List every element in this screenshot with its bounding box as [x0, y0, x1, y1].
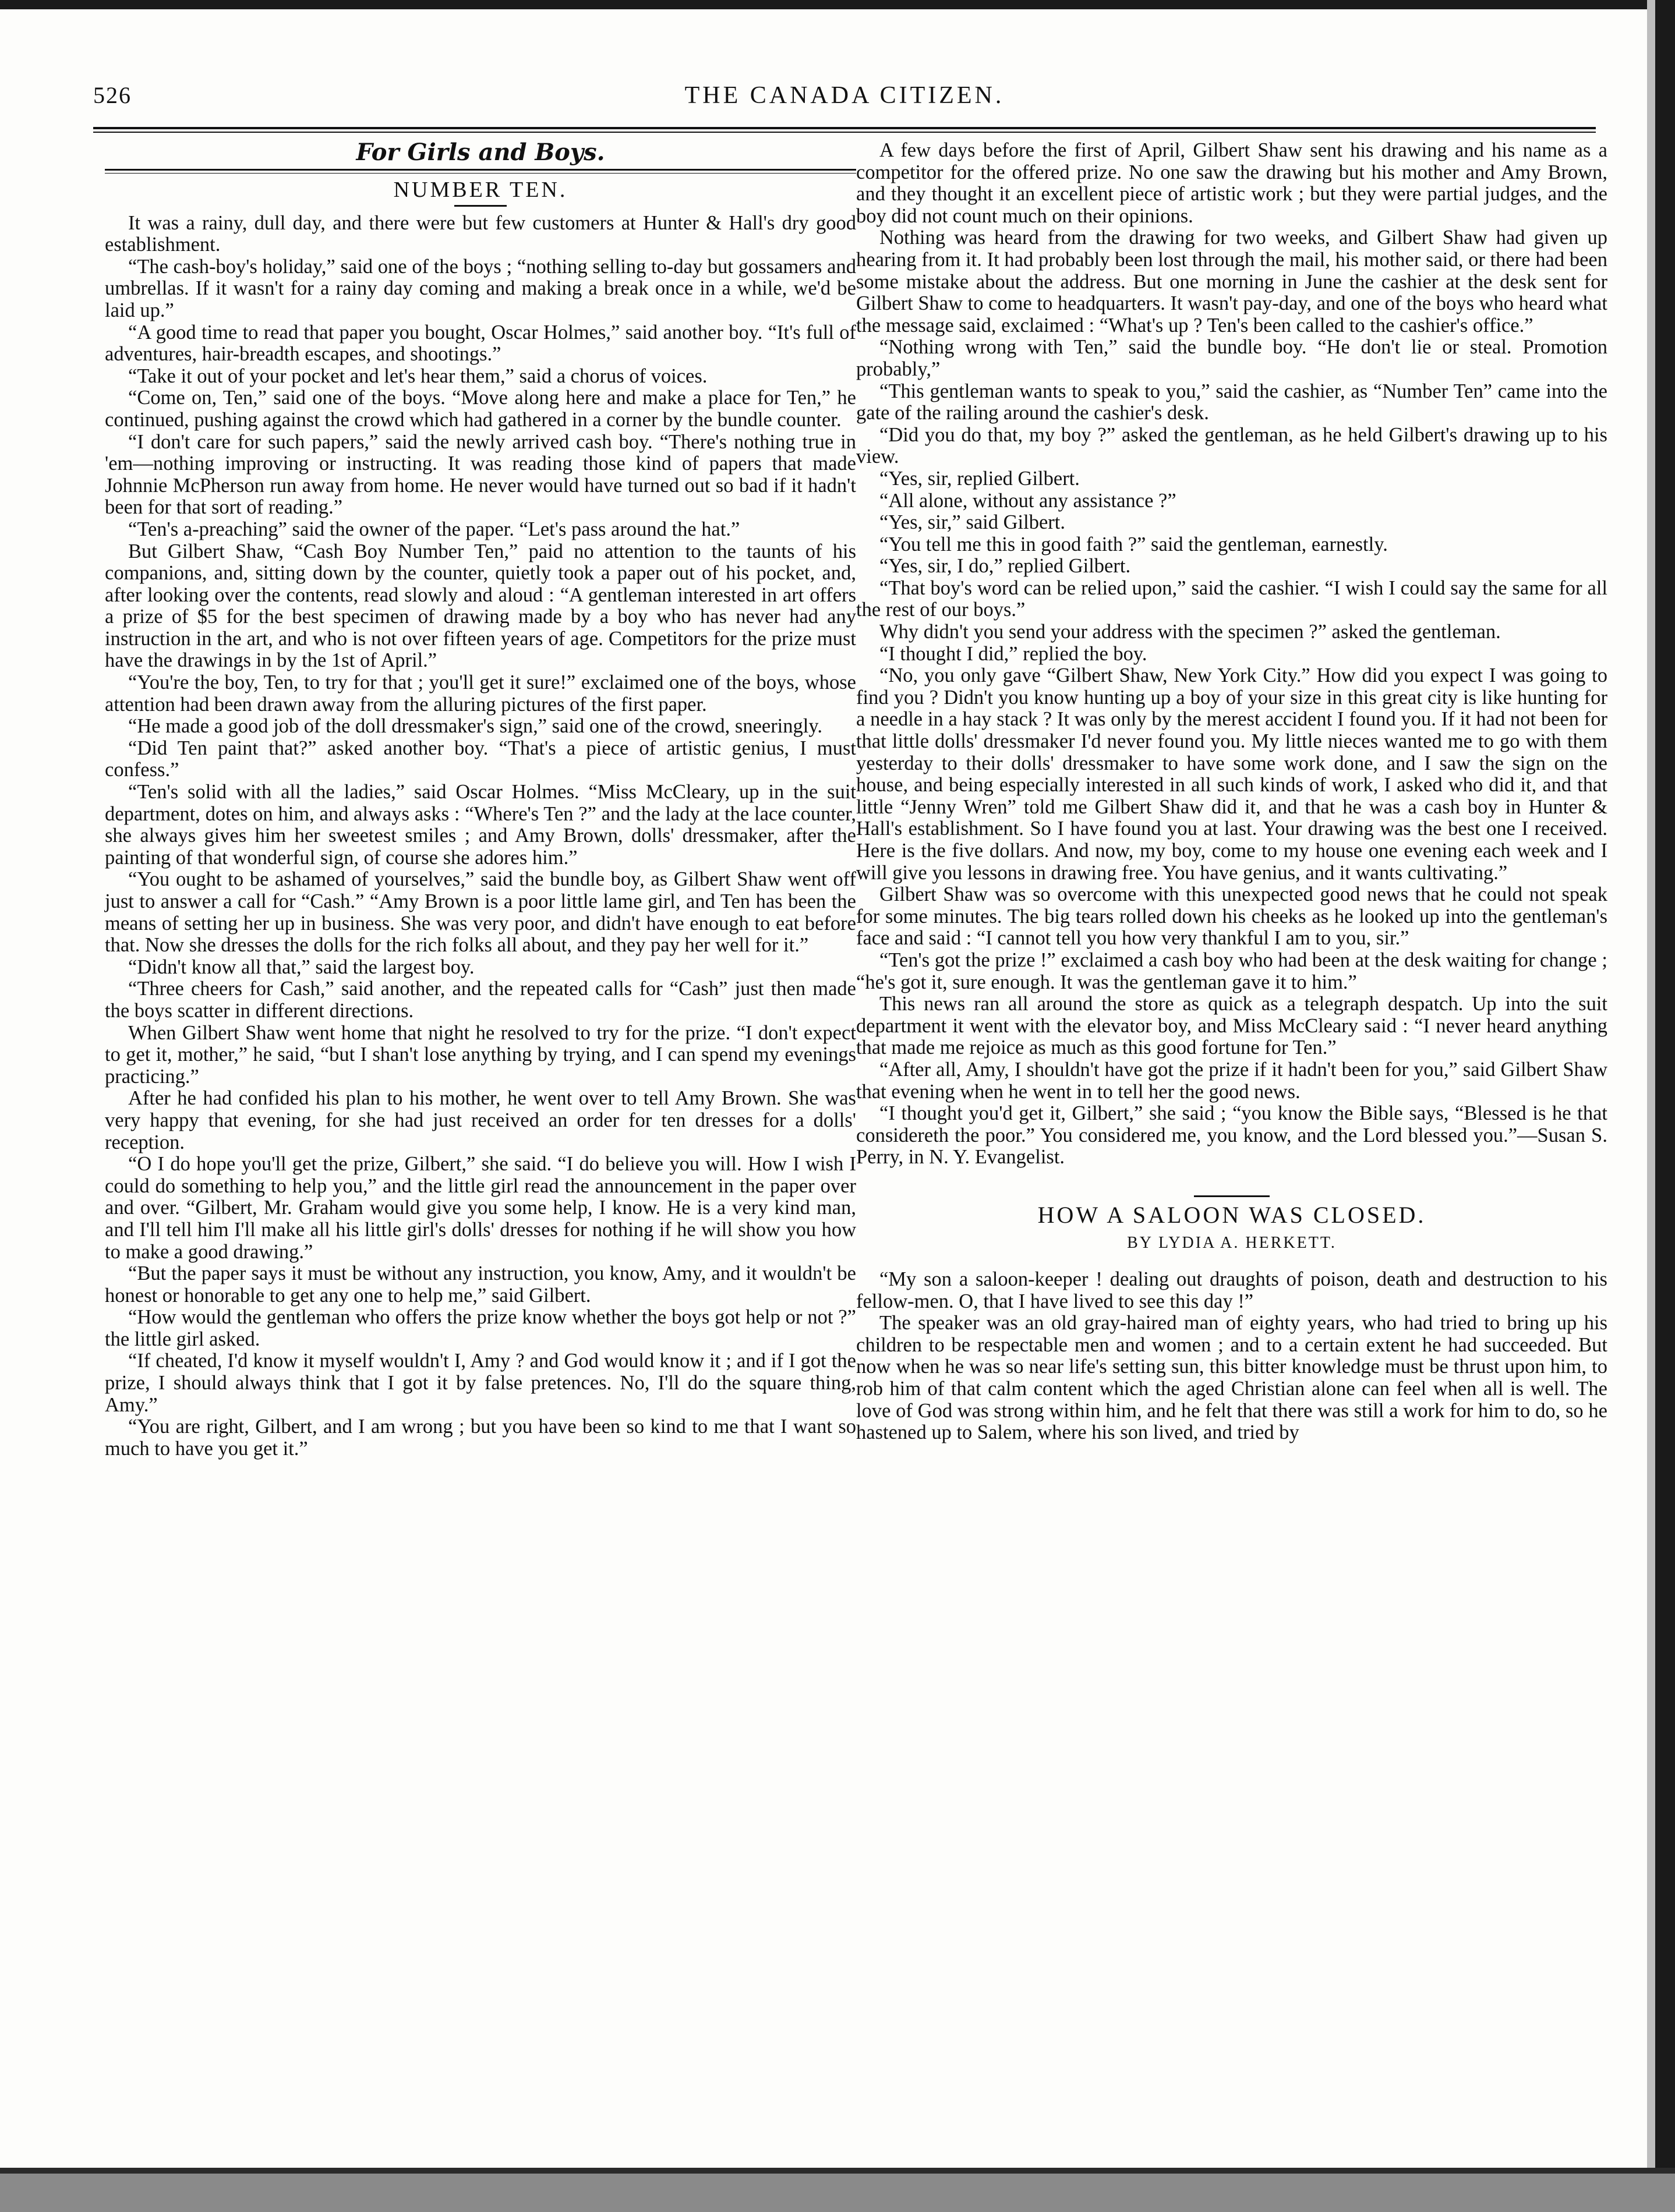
- paragraph: “You are right, Gilbert, and I am wrong ; but you have been so kind to me that I want so much to have you get it.”: [105, 1415, 856, 1460]
- paragraph: “Did Ten paint that?” asked another boy. “That's a piece of artistic genius, I must confess.”: [105, 737, 856, 781]
- paragraph: A few days before the first of April, Gilbert Shaw sent his drawing and his name as a competitor for the offered prize. No one saw the drawing but his mother and Amy Brown, and they thought it an excellent piece of artistic work ; but they were partial judges, and the boy did not count much on their opinions.: [856, 139, 1607, 227]
- section-rule: [105, 169, 856, 174]
- paragraph: After he had confided his plan to his mother, he went over to tell Amy Brown. She was very happy that evening, for she had just received an order for ten dresses for a dolls' reception.: [105, 1087, 856, 1153]
- paragraph: But Gilbert Shaw, “Cash Boy Number Ten,” paid no attention to the taunts of his companions, and, sitting down by the counter, quietly took a paper out of his pocket, and, after looking over the contents, read slowly and aloud : “A gentleman interested in art offers a prize of $5 for the best specimen of drawing made by a boy who has never had any instruction in the art, and who is not over fifteen years of age. Competitors for the prize must have the drawings in by the 1st of April.”: [105, 540, 856, 672]
- paragraph: “This gentleman wants to speak to you,” said the cashier, as “Number Ten” came into the gate of the railing around the cashier's desk.: [856, 380, 1607, 424]
- right-column: [856, 140, 1607, 1444]
- paragraph: “All alone, without any assistance ?”: [879, 489, 1176, 512]
- paragraph: “I don't care for such papers,” said the newly arrived cash boy. “There's nothing true in 'em—nothing improving or instructing. It was reading those kind of papers that made Johnnie McPherson run away from home. He never would have turned out so bad if it hadn't been for that sort of reading.”: [105, 430, 856, 519]
- publication-title: THE CANADA CITIZEN.: [684, 82, 1005, 109]
- paragraph: “Come on, Ten,” said one of the boys. “Move along here and make a place for Ten,” he continued, pushing against the crowd which had gathered in a corner by the bundle counter.: [105, 387, 856, 431]
- paragraph: “Ten's got the prize !” exclaimed a cash boy who had been at the desk waiting for change ; “he's got it, sure enough. It was the gentleman gave it to him.”: [856, 948, 1607, 993]
- page-number: 526: [93, 82, 132, 108]
- paragraph: “But the paper says it must be without any instruction, you know, Amy, and it wouldn't be honest or honorable to get any one to help me,” said Gilbert.: [105, 1262, 856, 1307]
- paragraph: “Three cheers for Cash,” said another, and the repeated calls for “Cash” just then made the boys scatter in different directions.: [105, 978, 856, 1022]
- paragraph: “My son a saloon-keeper ! dealing out draughts of poison, death and destruction to his fellow-men. O, that I have lived to see this day !”: [856, 1268, 1607, 1312]
- scan-border-bottom: [0, 2174, 1675, 2212]
- paragraph: “Take it out of your pocket and let's hear them,” said a chorus of voices.: [128, 364, 708, 387]
- paragraph: The speaker was an old gray-haired man of eighty years, who had tried to bring up his children to be respectable men and women ; and to a certain extent he had succeeded. But now when he was so near life's setting sun, this bitter knowledge must be thrust upon him, to rob him of that calm content which the aged Christian alone can feel when all is well. The love of God was strong within him, and he felt that there was still a work for him to do, so he hastened up to Salem, where his son lived, and tried by: [856, 1312, 1607, 1444]
- article-byline: BY LYDIA A. HERKETT.: [1127, 1233, 1337, 1252]
- article-body: [856, 1269, 1607, 1444]
- scan-page-edge: [1647, 0, 1655, 2212]
- article-separator: [1194, 1195, 1270, 1197]
- paragraph: “Nothing wrong with Ten,” said the bundle boy. “He don't lie or steal. Promotion probably,”: [856, 336, 1607, 380]
- paragraph: “Yes, sir, I do,” replied Gilbert.: [879, 555, 1131, 578]
- paragraph: “Yes, sir,” said Gilbert.: [879, 511, 1065, 534]
- paragraph: Gilbert Shaw was so overcome with this unexpected good news that he could not speak for some minutes. The big tears rolled down his cheeks as he looked up into the gentleman's face and said : “I cannot tell you how very thankful I am to you, sir.”: [856, 883, 1607, 950]
- paragraph: “No, you only gave “Gilbert Shaw, New York City.” How did you expect I was going to find you ? Didn't you know hunting up a boy of your size in this great city is like hunting for a needle in a hay stack ? It was only by the merest accident I found you. If it had not been for that little dolls' dressmaker I'd never found you. My little nieces wanted me to go with them yesterday to their dolls' dressmaker to have some work done, and I saw the sign on the house, and being especially interested in all such kinds of work, I asked who did it, and that little “Jenny Wren” told me Gilbert Shaw did it, and that he was a cash boy in Hunter & Hall's establishment. So I have found you at last. Your drawing was the best one I received. Here is the five dollars. And now, my boy, come to my house one evening each week and I will give you lessons in drawing free. You have genius, and it wants cultivating.”: [856, 664, 1607, 884]
- left-story-body: [105, 213, 856, 1460]
- paragraph: “If cheated, I'd know it myself wouldn't I, Amy ? and God would know it ; and if I got the prize, I should always think that I got it by false pretences. No, I'll do the square thing, Amy.”: [105, 1350, 856, 1416]
- article-title: HOW A SALOON WAS CLOSED.: [1037, 1201, 1426, 1228]
- paragraph: When Gilbert Shaw went home that night he resolved to try for the prize. “I don't expect to get it, mother,” he said, “but I shan't lose anything by trying, and I can spend my evenings practicing.”: [105, 1021, 856, 1088]
- scan-border-right: [1655, 0, 1675, 2212]
- paragraph: “He made a good job of the doll dressmaker's sign,” said one of the crowd, sneeringly.: [128, 715, 822, 738]
- right-story-body: [856, 140, 1607, 1169]
- paragraph: “Ten's a-preaching” said the owner of the paper. “Let's pass around the hat.”: [128, 518, 740, 540]
- paragraph: It was a rainy, dull day, and there were but few customers at Hunter & Hall's dry good establishment.: [105, 211, 856, 256]
- title-rule: [454, 205, 507, 207]
- paragraph: “After all, Amy, I shouldn't have got the prize if it hadn't been for you,” said Gilbert Shaw that evening when he went in to tell her the good news.: [856, 1058, 1607, 1103]
- scan-border-top: [0, 0, 1675, 9]
- paragraph: “Didn't know all that,” said the largest boy.: [128, 955, 475, 978]
- paragraph: “Did you do that, my boy ?” asked the gentleman, as he held Gilbert's drawing up to his view.: [856, 423, 1607, 468]
- paragraph: Nothing was heard from the drawing for two weeks, and Gilbert Shaw had given up hearing from it. It had probably been lost through the mail, his mother said, or there had been some mistake about the address. But one morning in June the cashier at the desk sent for Gilbert Shaw to come to headquarters. It wasn't pay-day, and one of the boys who heard what the message said, exclaimed : “What's up ? Ten's been called to the cashier's office.”: [856, 226, 1607, 337]
- paragraph: “You ought to be ashamed of yourselves,” said the bundle boy, as Gilbert Shaw went off just to answer a call for “Cash.” “Amy Brown is a poor little lame girl, and Ten has been the means of setting her up in business. She was very poor, and didn't have enough to eat before that. Now she dresses the dolls for the rich folks all about, and they pay her well for it.”: [105, 868, 856, 957]
- paragraph: “Ten's solid with all the ladies,” said Oscar Holmes. “Miss McCleary, up in the suit department, dotes on him, and always asks : “Where's Ten ?” and the lady at the lace counter, she always gives him her sweetest smiles ; and Amy Brown, dolls' dressmaker, after the painting of that wonderful sign, of course she adores him.”: [105, 781, 856, 869]
- paragraph: “Yes, sir, replied Gilbert.: [879, 467, 1080, 490]
- paragraph: This news ran all around the store as quick as a telegraph despatch. Up into the suit department it went with the elevator boy, and Miss McCleary said : “I never heard anything that made me rejoice as much as this good fortune for Ten.”: [856, 993, 1607, 1059]
- left-column: [105, 140, 856, 1460]
- paragraph: “I thought you'd get it, Gilbert,” she said ; “you know the Bible says, “Blessed is he that considereth the poor.” You considered me, you know, and the Lord blessed you.”—Susan S. Perry, in N. Y. Evangelist.: [856, 1102, 1607, 1169]
- section-heading: For Girls and Boys.: [356, 139, 605, 166]
- story-title: NUMBER TEN.: [393, 178, 568, 202]
- page-header: [93, 82, 1596, 116]
- scan-border-line: [0, 2168, 1675, 2174]
- paragraph: “The cash-boy's holiday,” said one of the boys ; “nothing selling to-day but gossamers and umbrellas. If it wasn't for a rainy day coming and making a break once in a while, we'd be laid up.”: [105, 255, 856, 321]
- paragraph: “You tell me this in good faith ?” said the gentleman, earnestly.: [879, 533, 1388, 555]
- paragraph: “O I do hope you'll get the prize, Gilbert,” she said. “I do believe you will. How I wish I could do something to help you,” and the little girl read the announcement in the paper over and over. “Gilbert, Mr. Graham would give you some help, I know. He is a very kind man, and I'll tell him I'll make all his little girl's dolls' dresses for nothing if he will show you how to make a good drawing.”: [105, 1153, 856, 1263]
- paragraph: “That boy's word can be relied upon,” said the cashier. “I wish I could say the same for all the rest of our boys.”: [856, 576, 1607, 621]
- paragraph: “You're the boy, Ten, to try for that ; you'll get it sure!” exclaimed one of the boys, whose attention had been drawn away from the alluring pictures of the first paper.: [105, 671, 856, 716]
- header-rule-thin: [93, 132, 1596, 133]
- paragraph: Why didn't you send your address with the specimen ?” asked the gentleman.: [879, 621, 1501, 643]
- paragraph: “A good time to read that paper you bought, Oscar Holmes,” said another boy. “It's full of adventures, hair-breadth escapes, and shootings.”: [105, 321, 856, 366]
- paragraph: “How would the gentleman who offers the prize know whether the boys got help or not ?” the little girl asked.: [105, 1306, 856, 1350]
- paragraph: “I thought I did,” replied the boy.: [879, 642, 1147, 665]
- header-rule: [93, 127, 1596, 129]
